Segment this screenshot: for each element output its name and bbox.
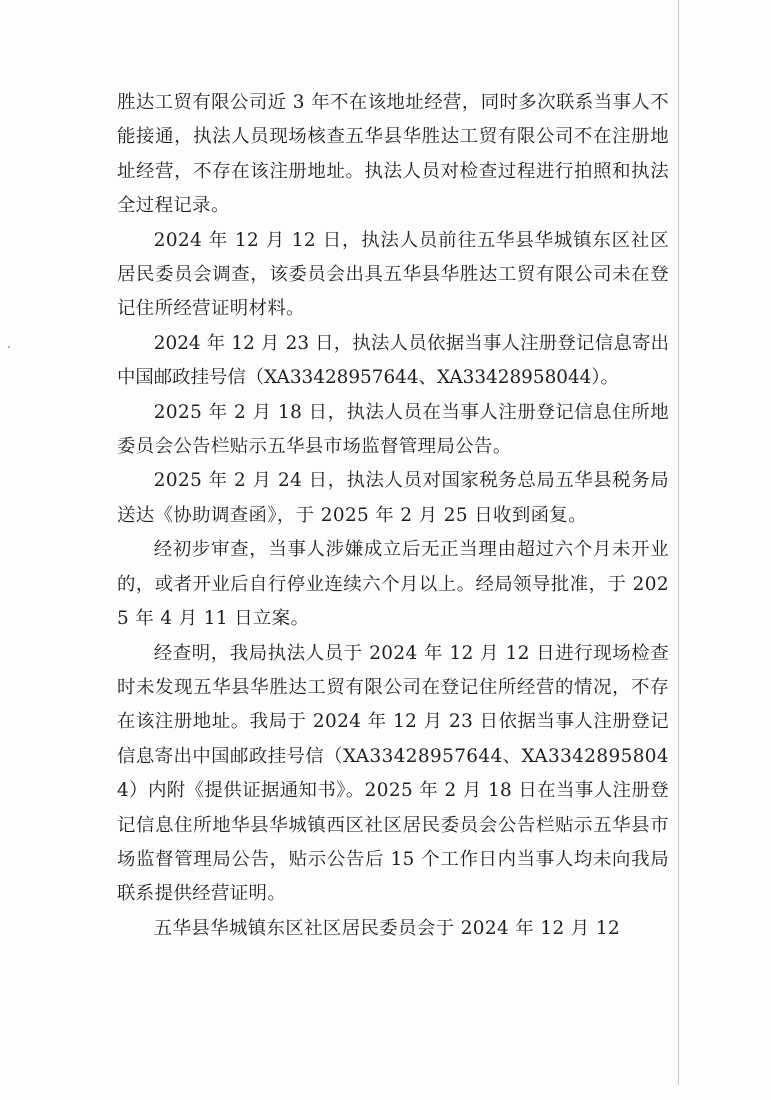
paragraph-findings: 经查明，我局执法人员于 2024 年 12 月 12 日进行现场检查时未发现五华县华胜达工贸有限公司在登记住所经营的情况，不存在该注册地址。我局于 2024 年 12 月 23 日依据当事人注册登记信息寄出中国邮政挂号信（XA33428957644、XA33428958044）内附《提供证据通知书》。2025 年 2 月 18 日在当事人注册登记信息住所地华县华城镇西区社区居民委员会公告栏贴示五华县市场监督管理局公告，贴示公告后 15 个工作日内当事人均未向我局联系提供经营证明。: [117, 642, 669, 905]
paragraph-preliminary-review: 经初步审查，当事人涉嫌成立后无正当理由超过六个月未开业的，或者开业后自行停业连续六个月以上。经局领导批准，于 2025 年 4 月 11 日立案。: [117, 539, 669, 630]
scan-speck: [8, 346, 10, 348]
paragraph-dec-23-registered-mail: 2024 年 12 月 23 日，执法人员依据当事人注册登记信息寄出中国邮政挂号信（XA33428957644、XA33428958044）。: [117, 332, 669, 389]
paragraph-feb-18-notice: 2025 年 2 月 18 日，执法人员在当事人注册登记信息住所地委员会公告栏贴示五华县市场监督管理局公告。: [117, 401, 669, 458]
paragraph-continuation: 胜达工贸有限公司近 3 年不在该地址经营，同时多次联系当事人不能接通，执法人员现场核查五华县华胜达工贸有限公司不在注册地址经营，不存在该注册地址。执法人员对检查过程进行拍照和执法全过程记录。: [117, 92, 669, 217]
paragraph-committee-statement: 五华县华城镇东区社区居民委员会于 2024 年 12 月 12: [153, 917, 621, 939]
scan-edge-line: [678, 0, 679, 1085]
paragraph-feb-24-tax-bureau: 2025 年 2 月 24 日，执法人员对国家税务总局五华县税务局送达《协助调查函》，于 2025 年 2 月 25 日收到函复。: [117, 470, 669, 526]
paragraph-dec-12-investigation: 2024 年 12 月 12 日，执法人员前往五华县华城镇东区社区居民委员会调查，该委员会出具五华县华胜达工贸有限公司未在登记住所经营证明材料。: [117, 229, 669, 320]
document-body: [117, 86, 669, 946]
